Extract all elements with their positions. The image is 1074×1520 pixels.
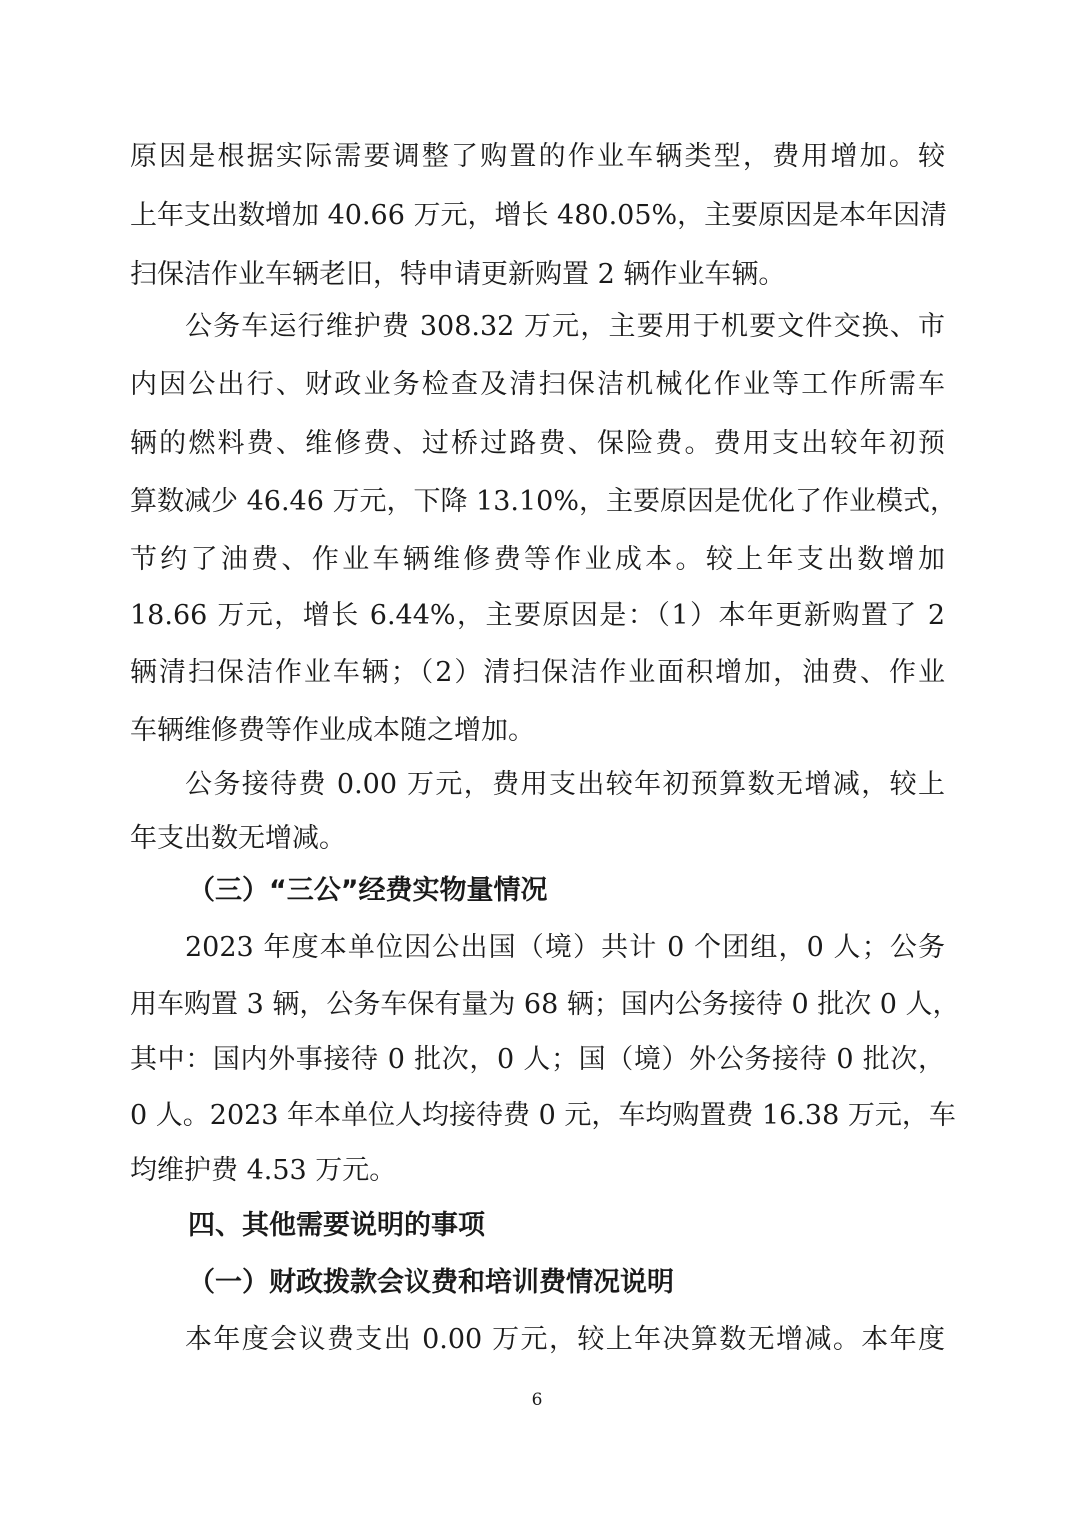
paragraph-line: 辆的燃料费、维修费、过桥过路费、保险费。费用支出较年初预 [130,428,945,459]
paragraph-line: 扫保洁作业车辆老旧，特申请更新购置 2 辆作业车辆。 [130,259,786,290]
paragraph-line: 公务接待费 0.00 万元，费用支出较年初预算数无增减，较上 [185,769,945,800]
paragraph-line: 内因公出行、财政业务检查及清扫保洁机械化作业等工作所需车 [130,369,945,400]
paragraph-line: 算数减少 46.46 万元，下降 13.10%，主要原因是优化了作业模式， [130,486,957,517]
paragraph-line: 2023 年度本单位因公出国（境）共计 0 个团组，0 人；公务 [185,932,945,963]
paragraph-line: 上年支出数增加 40.66 万元，增长 480.05%，主要原因是本年因清 [130,200,948,231]
paragraph-line: 辆清扫保洁作业车辆；（2）清扫保洁作业面积增加，油费、作业 [130,657,945,688]
paragraph-line: 节约了油费、作业车辆维修费等作业成本。较上年支出数增加 [130,544,945,575]
paragraph-line: 其中：国内外事接待 0 批次，0 人；国（境）外公务接待 0 批次， [130,1044,945,1075]
paragraph-line: 原因是根据实际需要调整了购置的作业车辆类型，费用增加。较 [130,141,945,172]
section-heading: （三）“三公”经费实物量情况 [188,875,548,906]
paragraph-line: 均维护费 4.53 万元。 [130,1155,397,1186]
paragraph-line: 18.66 万元，增长 6.44%，主要原因是：（1）本年更新购置了 2 [130,600,945,631]
paragraph-line: 本年度会议费支出 0.00 万元，较上年决算数无增减。本年度 [185,1324,945,1355]
section-heading: （一）财政拨款会议费和培训费情况说明 [188,1267,674,1298]
paragraph-line: 公务车运行维护费 308.32 万元，主要用于机要文件交换、市 [185,311,945,342]
paragraph-line: 车辆维修费等作业成本随之增加。 [130,715,535,746]
paragraph-line: 用车购置 3 辆，公务车保有量为 68 辆；国内公务接待 0 批次 0 人， [130,989,960,1020]
paragraph-line: 0 人。2023 年本单位人均接待费 0 元，车均购置费 16.38 万元，车 [130,1100,956,1131]
section-heading: 四、其他需要说明的事项 [188,1210,485,1241]
page-number: 6 [531,1390,543,1410]
paragraph-line: 年支出数无增减。 [130,823,346,854]
